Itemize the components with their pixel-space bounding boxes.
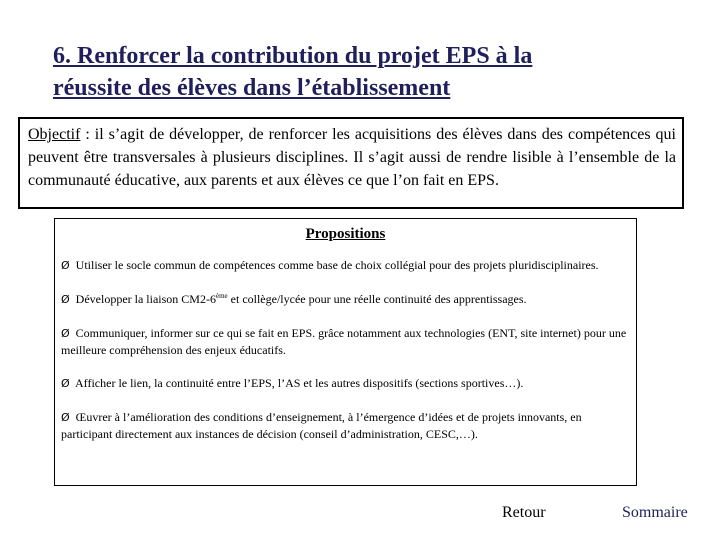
slide-title xyxy=(53,40,693,104)
slide-title-line-1: 6. Renforcer la contribution du projet EPS à la xyxy=(53,43,533,69)
proposition-item-3 xyxy=(61,325,630,358)
objective-box xyxy=(18,117,684,209)
proposition-text-3: Communiquer, informer sur ce qui se fait en EPS. grâce notamment aux technologies (ENT, site internet) pour une meilleure compréhension des enjeux éducatifs. xyxy=(61,326,627,357)
proposition-text-2-after: et collège/lycée pour une réelle continuité des apprentissages. xyxy=(227,292,527,306)
retour-link[interactable]: Retour xyxy=(502,504,546,521)
arrow-bullet-icon: Ø xyxy=(61,411,70,424)
proposition-text-2-sup: ème xyxy=(215,292,228,300)
proposition-item-2 xyxy=(61,291,630,308)
proposition-item-4 xyxy=(61,375,630,392)
propositions-heading: Propositions xyxy=(305,226,386,242)
propositions-box xyxy=(54,218,637,486)
slide-title-line-2: réussite des élèves dans l’établissement xyxy=(53,75,451,101)
objective-text: : il s’agit de développer, de renforcer les acquisitions des élèves dans des compétences qui peuvent être transversales à plusieurs disciplines. Il s’agit aussi de rendre lisible à l’ensemble de la communauté éducative, aux parents et aux élèves ce que l’on fait en EPS. xyxy=(28,126,676,189)
proposition-text-4: Afficher le lien, la continuité entre l’EPS, l’AS et les autres dispositifs (sections sportives…). xyxy=(75,376,524,390)
proposition-text-2-before: Développer la liaison CM2-6 xyxy=(75,292,216,306)
arrow-bullet-icon: Ø xyxy=(61,259,70,272)
proposition-item-1 xyxy=(61,257,630,274)
proposition-item-5 xyxy=(61,409,630,442)
arrow-bullet-icon: Ø xyxy=(61,293,70,306)
arrow-bullet-icon: Ø xyxy=(61,327,70,340)
objective-lead: Objectif xyxy=(28,126,81,143)
proposition-text-5: Œuvrer à l’amélioration des conditions d’enseignement, à l’émergence d’idées et de projets innovants, en participant directement aux instances de décision (conseil d’administration, CESC,…). xyxy=(61,410,582,441)
sommaire-link[interactable]: Sommaire xyxy=(622,504,688,521)
proposition-text-1: Utiliser le socle commun de compétences comme base de choix collégial pour des projets pluridisciplinaires. xyxy=(75,258,599,272)
arrow-bullet-icon: Ø xyxy=(61,377,70,390)
